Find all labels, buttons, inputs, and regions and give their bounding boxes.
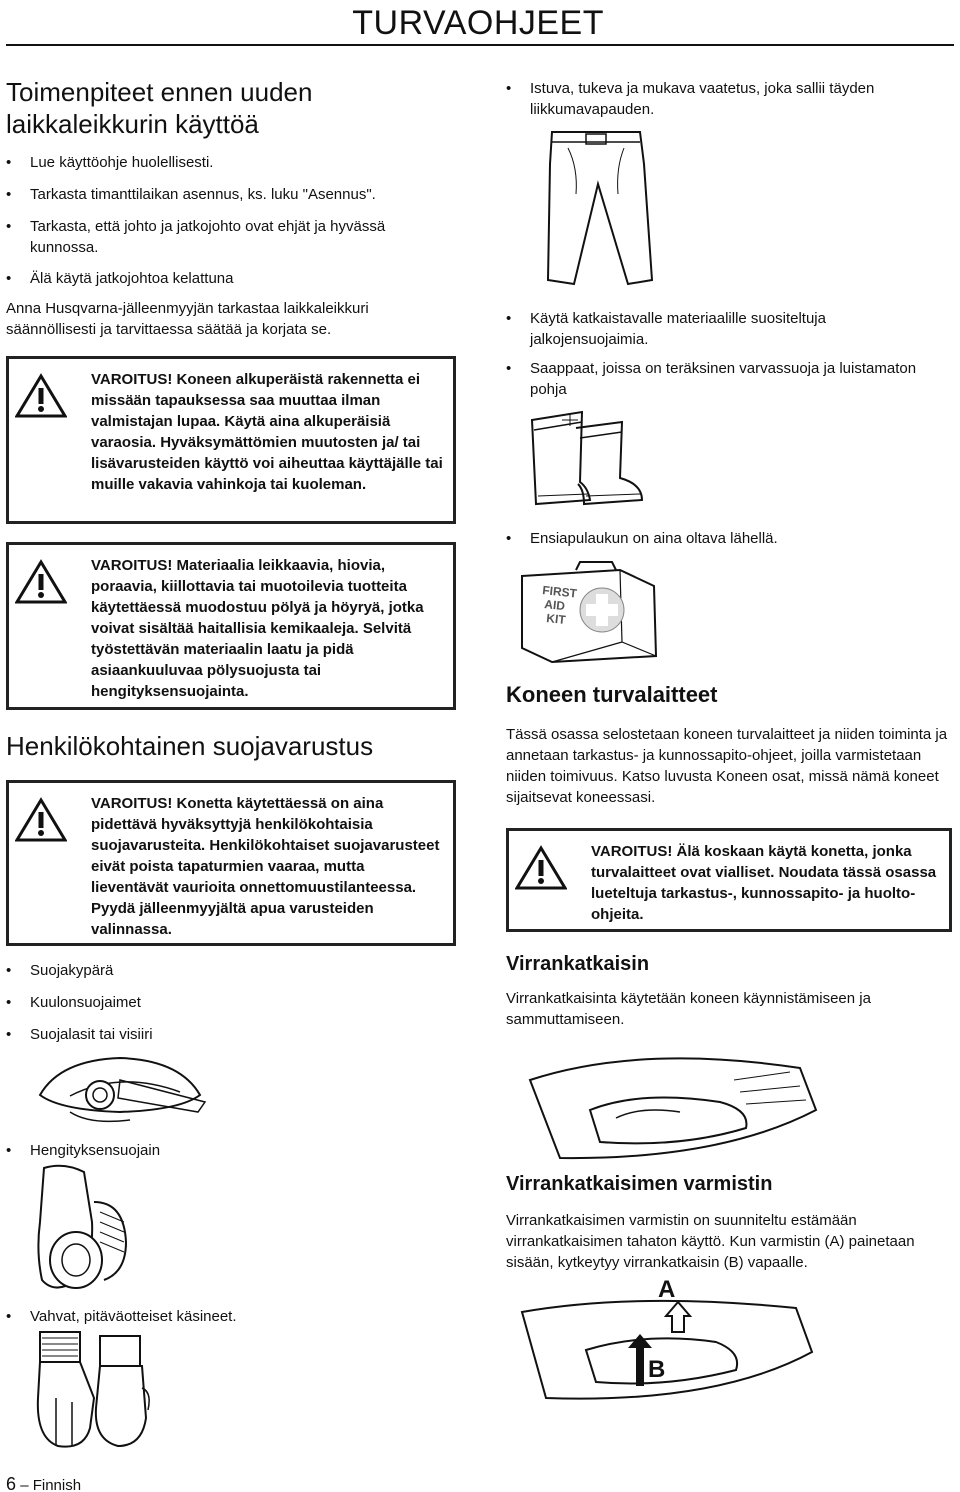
bullet-respirator: • Hengityksensuojain [6,1140,306,1161]
warning-triangle-icon [15,559,67,605]
bullet-read-manual: • Lue käyttöohje huolellisesti. [6,152,456,173]
warning-text-faulty-devices: VAROITUS! Älä koskaan käytä konetta, jonka turvalaitteet ovat vialliset. Noudata tässä osassa lueteltuja tarkastus-, kunnossapito- ja huolto-ohjeita. [591,843,937,923]
first-aid-label-line-1: FIRST [541,583,578,601]
bullet-no-coiled-cord: • Älä käytä jatkojohtoa kelattuna [6,268,456,289]
paragraph-switch-lock: Virrankatkaisimen varmistin on suunniteltu estämään virrankatkaisimen tahaton käyttö. Kun varmistin (A) painetaan sisään, kytkeytyy virrankatkaisin (B) vapaalle. [506,1212,915,1271]
bullet-boots: • Saappaat, joissa on teräksinen varvassuoja ja luistamaton pohja [506,358,946,400]
warning-text-modifications: VAROITUS! Koneen alkuperäistä rakennetta ei missään tapauksessa saa muuttaa ilman valmistajan lupaa. Käytä aina alkuperäisiä varaosia. Hyväksymättömien muutosten ja/ tai lisävarusteiden käyttö voi aiheuttaa käyttäjälle tai muille vakavia vahinkoja tai kuoleman. [91,371,443,493]
warning-box-dust [6,542,456,710]
warning-box-modifications [6,356,456,524]
bullet-ear-protection: • Kuulonsuojaimet [6,992,306,1013]
bullet-check-cord: • Tarkasta, että johto ja jatkojohto ovat ehjät ja hyvässä kunnossa. [6,216,456,258]
warning-box-faulty-devices [506,828,952,932]
bullet-leg-protection: • Käytä katkaistavalle materiaalille suositeltuja jalkojensuojaimia. [506,308,946,350]
paragraph-dealer-service: Anna Husqvarna-jälleenmyyjän tarkastaa laikkaleikkuri säännöllisesti ja tarvittaessa säätää ja korjata se. [6,300,369,338]
boots-illustration [518,408,648,510]
footer-dash: – [20,1477,29,1492]
section-title-safety-devices: Koneen turvalaitteet [506,682,718,707]
trousers-illustration [528,124,658,288]
switch-lock-illustration [516,1272,816,1408]
bullet-clothing: • Istuva, tukeva ja mukava vaatetus, joka sallii täyden liikkumavapauden. [506,78,946,120]
warning-triangle-icon [15,373,67,419]
respirator-illustration [34,1162,134,1298]
gloves-illustration [34,1328,154,1452]
first-aid-kit-illustration [516,558,666,668]
bullet-check-blade: • Tarkasta timanttilaikan asennus, ks. luku "Asennus". [6,184,456,205]
warning-text-ppe: VAROITUS! Konetta käytettäessä on aina pidettävä hyväksyttyjä henkilökohtaisia suojavarusteita. Henkilökohtaiset suojavarusteet eivät poista tapaturmien vaaraa, mutta lieventävät vaurioita onnettomuustilanteessa. Pyydä jälleenmyyjältä apua varusteiden valinnassa. [91,795,440,938]
bullet-first-aid: • Ensiapulaukun on aina oltava lähellä. [506,528,946,549]
footer [6,1474,81,1492]
section-title-before-use: Toimenpiteet ennen uuden laikkaleikkurin käyttöä [6,77,313,139]
warning-triangle-icon [515,845,567,891]
label-a: A [658,1276,676,1303]
power-switch-illustration [520,1050,820,1162]
header-rule [6,44,954,46]
paragraph-safety-devices: Tässä osassa selostetaan koneen turvalaitteet ja niiden toiminta ja annetaan tarkastus- ja kunnossapito-ohjeet, joilla varmistetaan niiden toimivuus. Katso luvusta Koneen osat, missä nämä koneet sijaitsevat koneessasi. [506,726,948,806]
section-title-ppe: Henkilökohtainen suojavarustus [6,731,374,761]
paragraph-power-switch: Virrankatkaisinta käytetään koneen käynnistämiseen ja sammuttamiseen. [506,990,871,1028]
section-title-power-switch: Virrankatkaisin [506,953,650,975]
page-header-title: TURVAOHJEET [352,4,604,42]
page-number: 6 [6,1474,17,1492]
helmet-illustration [30,1050,210,1130]
warning-triangle-icon [15,797,67,843]
first-aid-label-line-2: AID [543,597,566,614]
first-aid-label-line-3: KIT [545,611,567,628]
warning-text-dust: VAROITUS! Materiaalia leikkaavia, hiovia, poraavia, kiillottavia tai muotoilevia tuotteita käytettäessä muodostuu pölyä ja höyryä, jotka voivat sisältää haitallisia kemikaaleja. Selvitä työstettävän materiaalin laatu ja pidä asiaankuuluvaa pölysuojusta tai hengityksensuojainta. [91,557,424,700]
bullet-helmet: • Suojakypärä [6,960,306,981]
label-b: B [648,1356,666,1383]
bullet-eye-protection: • Suojalasit tai visiiri [6,1024,306,1045]
section-title-switch-lock: Virrankatkaisimen varmistin [506,1173,773,1195]
bullet-gloves: • Vahvat, pitäväotteiset käsineet. [6,1306,306,1327]
warning-box-ppe [6,780,456,946]
footer-language: Finnish [32,1477,82,1492]
